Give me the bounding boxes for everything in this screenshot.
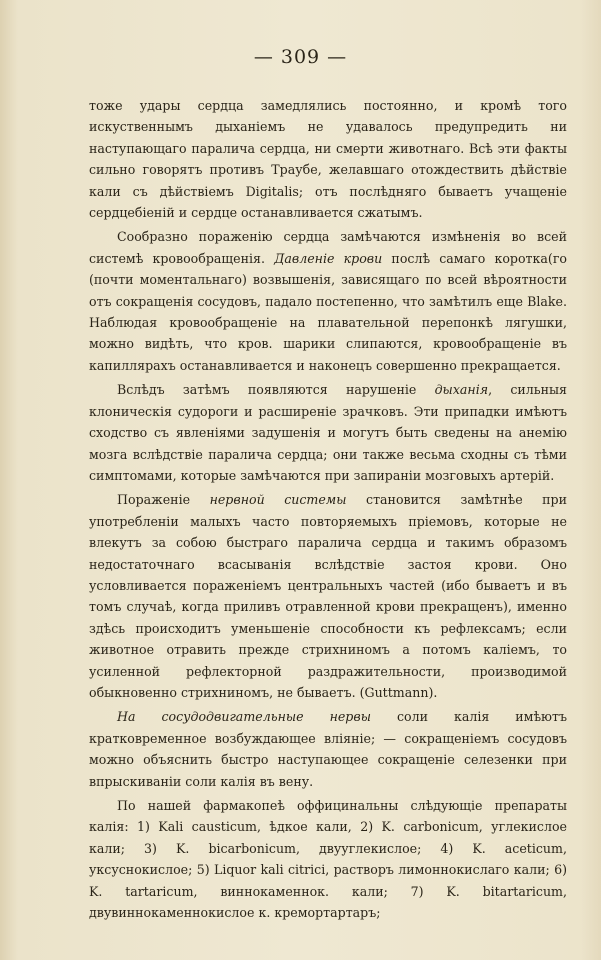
paragraph: [89, 95, 567, 223]
paragraph: [89, 226, 567, 376]
paragraph: [89, 379, 567, 486]
text-run: становится замѣтнѣе при употребленіи малыхъ часто повторяемыхъ пріемовъ, которые не влекутъ за собою быстраго паралича сердца и такимъ образомъ недостаточнаго всасыванія вслѣдствіе застоя крови. Оно условливается пораженіемъ центральныхъ частей (ибо бываетъ и въ томъ случаѣ, когда приливъ отравленной крови прекращенъ), именно здѣсь происходитъ уменьшеніе способности къ рефлексамъ; если животное отравить прежде стрихниномъ а потомъ каліемъ, то усиленной рефлекторной раздражительности, производимой обыкновенно стрихниномъ, не бываетъ. (Guttmann).: [89, 492, 567, 700]
text-run: По нашей фармакопеѣ оффицинальны слѣдующіе препараты калія: 1) Kali causticum, ѣдкое кали, 2) K. carbonicum, углекислое кали; 3) K. bicarbonicum, двууглекислое; 4) K. aceticum, уксуснокислое; 5) Liquor kali citrici, растворъ лимоннокислаго кали; 6) K. tartaricum, виннокаменнок. кали; 7) K. bitartaricum, двувиннокаменнокислое к. кремортартаръ;: [89, 798, 567, 921]
text-run: соли калія имѣютъ кратковременное возбуждающее вліяніе; — сокращеніемъ сосудовъ можно объяснить быстро наступающее сокращеніе селезенки при впрыскиваніи соли калія въ вену.: [89, 709, 567, 789]
text-run: , сильныя клоническія судороги и расширеніе зрачковъ. Эти припадки имѣютъ сходство съ явленіями задушенія и могутъ быть сведены на анемію мозга вслѣдствіе паралича сердца; они также весьма сходны съ тѣми симптомами, которые замѣчаются при запираніи мозговыхъ артерій.: [89, 382, 567, 483]
paragraph: [89, 489, 567, 703]
italic-term: нервной системы: [209, 492, 347, 508]
italic-term: На сосудодвигательные нервы: [117, 709, 371, 725]
text-run: Пораженіе: [117, 492, 210, 508]
italic-term: Давленіе крови: [274, 250, 383, 266]
italic-term: дыханія: [434, 382, 489, 398]
paragraph: [89, 706, 567, 792]
paragraph: [89, 795, 567, 923]
text-run: послѣ самаго коротка(го (почти моментальнаго) возвышенія, зависящаго по всей вѣроятности отъ сокращенія сосудовъ, падало постепенно, что замѣтилъ еще Blake. Наблюдая кровообращеніе на плавательной перепонкѣ лягушки, можно видѣть, что кров. шарики слипаются, кровообращеніе въ капиллярахъ останавливается и наконецъ совершенно прекращается.: [89, 250, 567, 373]
text-run: Вслѣдъ затѣмъ появляются нарушеніе: [117, 382, 435, 398]
text-run: тоже удары сердца замедлялись постоянно, и кромѣ того искуственнымъ дыханіемъ не удавалось предупредить ни наступающаго паралича сердца, ни смерти животнаго. Всѣ эти факты сильно говорятъ противъ Траубе, желавшаго отождествить дѣйствіе кали съ дѣйствіемъ Digitalis; отъ послѣдняго бываетъ учащеніе сердцебіеній и сердце останавливается сжатымъ.: [89, 98, 567, 221]
text-run: Сообразно пораженію сердца замѣчаются измѣненія во всей системѣ кровообращенія.: [89, 229, 567, 266]
body-text: [89, 95, 567, 923]
page-number: — 309 —: [253, 46, 348, 68]
